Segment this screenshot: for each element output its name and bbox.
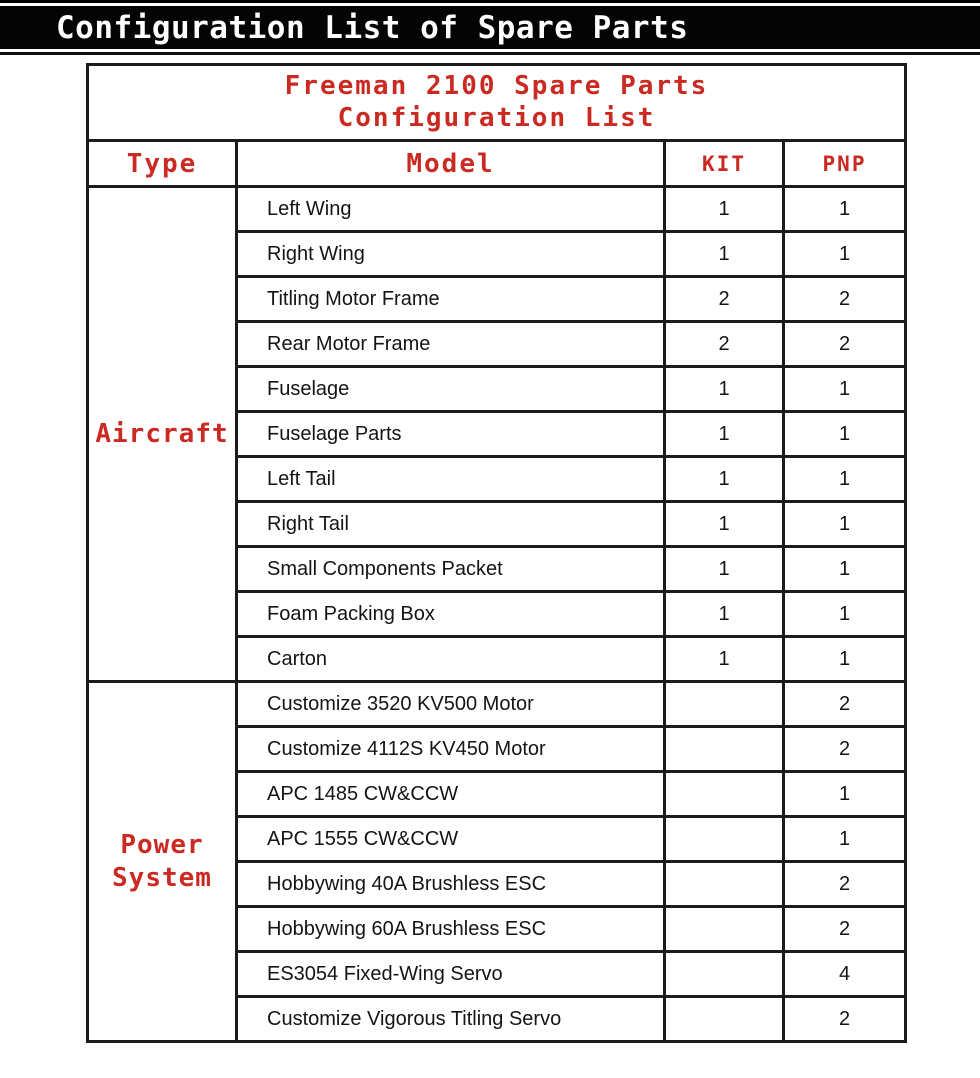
pnp-cell: 1 xyxy=(784,367,906,412)
model-cell: Hobbywing 60A Brushless ESC xyxy=(237,907,665,952)
page-title: Configuration List of Spare Parts xyxy=(56,9,689,46)
spare-parts-table xyxy=(86,63,907,1043)
model-cell: Fuselage Parts xyxy=(237,412,665,457)
model-cell: ES3054 Fixed-Wing Servo xyxy=(237,952,665,997)
table-title-cell xyxy=(88,65,906,141)
kit-cell xyxy=(665,772,784,817)
pnp-cell: 1 xyxy=(784,187,906,232)
pnp-cell: 2 xyxy=(784,997,906,1042)
model-cell: Titling Motor Frame xyxy=(237,277,665,322)
pnp-cell: 2 xyxy=(784,682,906,727)
pnp-cell: 2 xyxy=(784,862,906,907)
model-cell: Carton xyxy=(237,637,665,682)
column-header-model: Model xyxy=(237,141,665,187)
model-cell: APC 1485 CW&CCW xyxy=(237,772,665,817)
model-cell: Fuselage xyxy=(237,367,665,412)
pnp-cell: 2 xyxy=(784,907,906,952)
model-cell: Customize 4112S KV450 Motor xyxy=(237,727,665,772)
pnp-cell: 2 xyxy=(784,277,906,322)
kit-cell: 1 xyxy=(665,232,784,277)
pnp-cell: 1 xyxy=(784,592,906,637)
table-row xyxy=(88,187,906,232)
pnp-cell: 1 xyxy=(784,547,906,592)
table-title-line2: Configuration List xyxy=(337,102,656,133)
page-banner xyxy=(0,6,980,49)
model-cell: Foam Packing Box xyxy=(237,592,665,637)
column-header-pnp: PNP xyxy=(784,141,906,187)
pnp-cell: 4 xyxy=(784,952,906,997)
kit-cell: 1 xyxy=(665,187,784,232)
pnp-cell: 2 xyxy=(784,322,906,367)
column-header-type: Type xyxy=(88,141,237,187)
kit-cell xyxy=(665,997,784,1042)
model-cell: Left Wing xyxy=(237,187,665,232)
model-cell: Rear Motor Frame xyxy=(237,322,665,367)
kit-cell xyxy=(665,727,784,772)
table-title-row xyxy=(88,65,906,141)
model-cell: Hobbywing 40A Brushless ESC xyxy=(237,862,665,907)
kit-cell: 1 xyxy=(665,502,784,547)
type-cell-aircraft: Aircraft xyxy=(88,187,237,682)
pnp-cell: 1 xyxy=(784,637,906,682)
table-title-line1: Freeman 2100 Spare Parts xyxy=(284,71,709,102)
kit-cell xyxy=(665,907,784,952)
pnp-cell: 1 xyxy=(784,412,906,457)
model-cell: APC 1555 CW&CCW xyxy=(237,817,665,862)
kit-cell: 2 xyxy=(665,322,784,367)
kit-cell xyxy=(665,952,784,997)
kit-cell: 1 xyxy=(665,457,784,502)
model-cell: Right Tail xyxy=(237,502,665,547)
model-cell: Customize 3520 KV500 Motor xyxy=(237,682,665,727)
pnp-cell: 1 xyxy=(784,457,906,502)
kit-cell: 2 xyxy=(665,277,784,322)
pnp-cell: 1 xyxy=(784,502,906,547)
table-row xyxy=(88,682,906,727)
pnp-cell: 1 xyxy=(784,772,906,817)
pnp-cell: 1 xyxy=(784,817,906,862)
kit-cell: 1 xyxy=(665,547,784,592)
banner-rule xyxy=(0,52,980,55)
pnp-cell: 2 xyxy=(784,727,906,772)
table-body xyxy=(88,65,906,1042)
kit-cell: 1 xyxy=(665,637,784,682)
kit-cell xyxy=(665,817,784,862)
kit-cell xyxy=(665,682,784,727)
kit-cell: 1 xyxy=(665,412,784,457)
model-cell: Left Tail xyxy=(237,457,665,502)
column-header-kit: KIT xyxy=(665,141,784,187)
table-header-row xyxy=(88,141,906,187)
kit-cell: 1 xyxy=(665,367,784,412)
model-cell: Customize Vigorous Titling Servo xyxy=(237,997,665,1042)
top-rule xyxy=(0,0,980,3)
model-cell: Small Components Packet xyxy=(237,547,665,592)
kit-cell xyxy=(665,862,784,907)
pnp-cell: 1 xyxy=(784,232,906,277)
kit-cell: 1 xyxy=(665,592,784,637)
model-cell: Right Wing xyxy=(237,232,665,277)
type-cell-power-system: Power System xyxy=(88,682,237,1042)
